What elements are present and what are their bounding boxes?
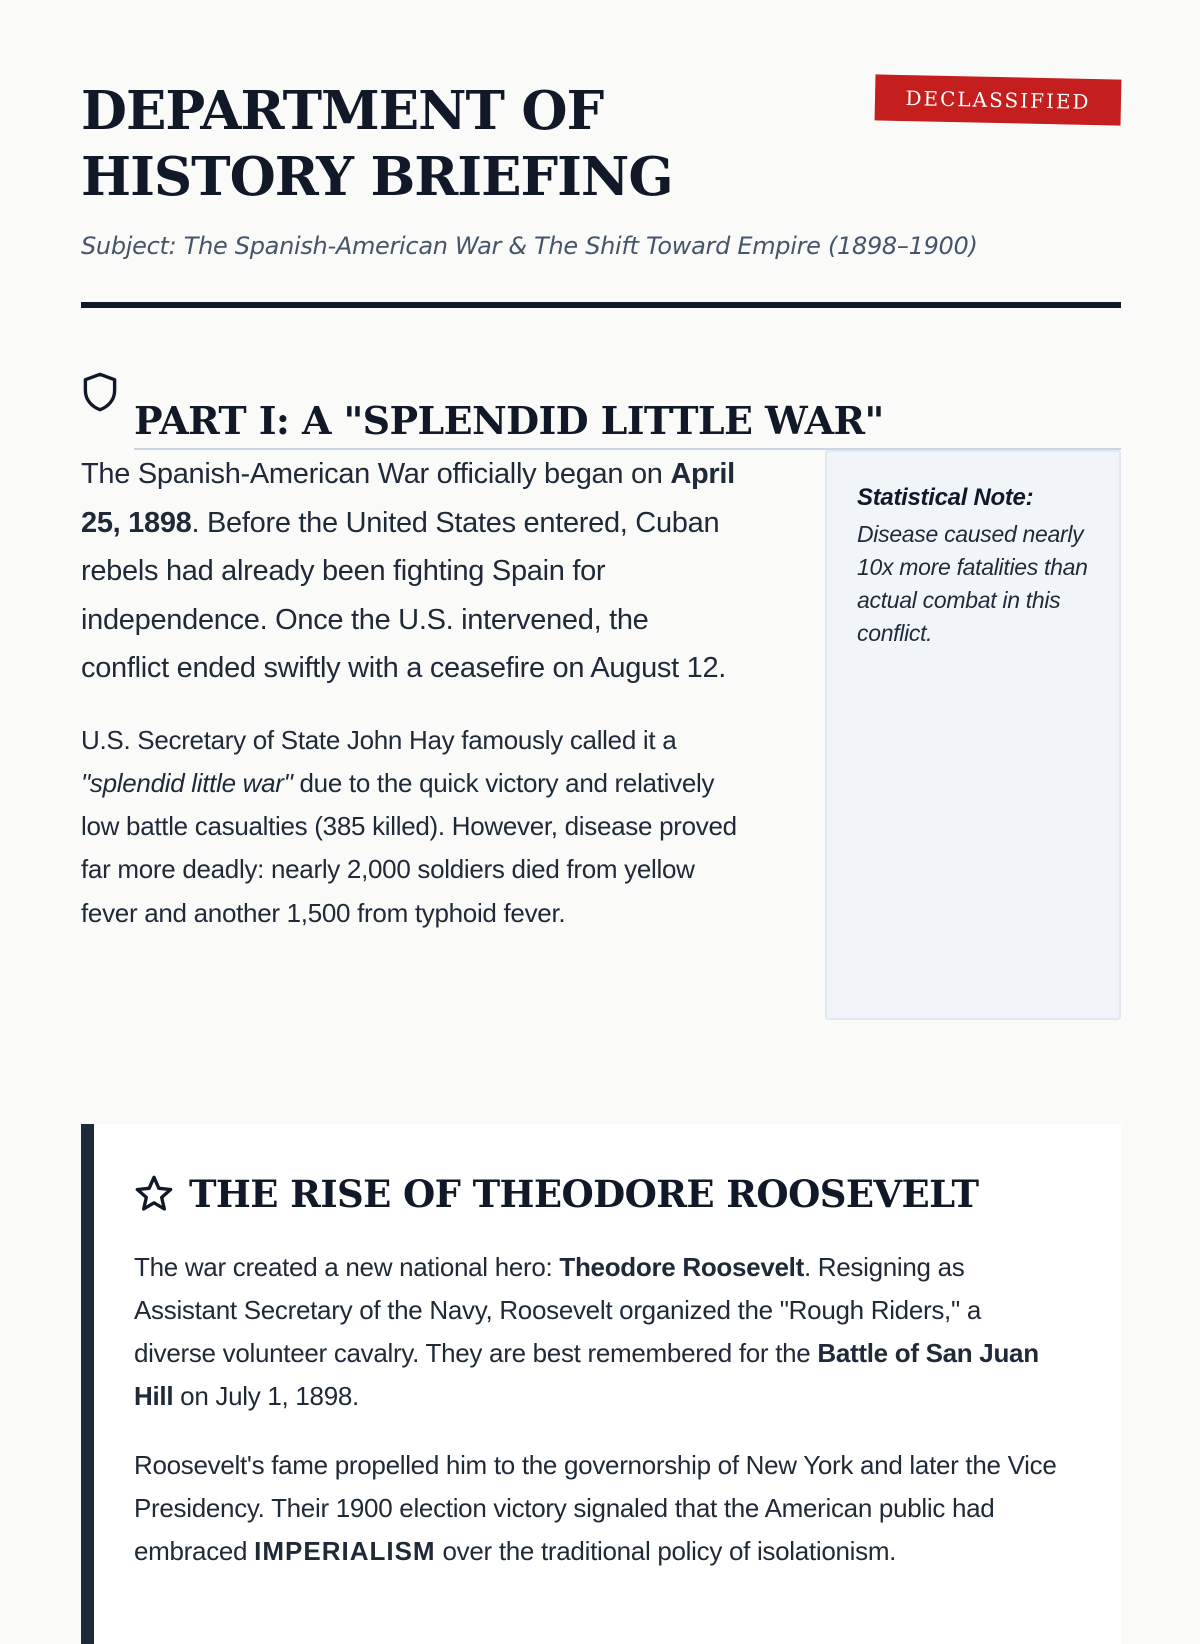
lead-text-end: . Before the United States entered, Cuban rebels had already been fighting Spain for independence. Once the U.S. intervened, the conflict ended swiftly with a ceasefire on August 12.: [81, 506, 727, 684]
roosevelt-title: THE RISE OF THEODORE ROOSEVELT: [189, 1172, 979, 1216]
roosevelt-box: [81, 1124, 1121, 1644]
note-title: Statistical Note:: [857, 484, 1034, 511]
lead-text-start: The Spanish-American War officially began on: [81, 458, 671, 490]
rr-text-b: . Resigning as Assistant Secretary of the Navy, Roosevelt organized the "Rough Riders," a diverse volunteer cavalry. They are best remembered for the: [134, 1252, 981, 1368]
splendid-quote: "splendid little war": [81, 767, 293, 798]
part1-content: [81, 450, 1121, 1058]
lead-paragraph: [81, 450, 741, 693]
hay-paragraph: [81, 719, 741, 935]
hay-text-end: due to the quick victory and relatively low battle casualties (385 killed). However, disease proved far more deadly: nearly 2,000 soldiers died from yellow fever and another 1,500 from typhoid fever.: [81, 767, 737, 928]
roosevelt-name: Theodore Roosevelt: [559, 1252, 804, 1282]
hay-text-start: U.S. Secretary of State John Hay famously called it a: [81, 724, 677, 755]
war-start-date: April 25, 1898: [81, 458, 735, 539]
page-title: DEPARTMENT OF HISTORY BRIEFING: [81, 80, 673, 208]
statistical-note: [825, 450, 1121, 1020]
part1-heading: [81, 364, 1121, 443]
imp-text-b: over the traditional policy of isolationism.: [435, 1536, 897, 1566]
shield-icon: [81, 372, 119, 412]
subject-line: Subject: The Spanish-American War & The Shift Toward Empire (1898–1900): [81, 232, 978, 260]
roosevelt-heading: [134, 1168, 1061, 1222]
roosevelt-paragraph-2: [134, 1444, 1061, 1573]
part1-title: PART I: A "SPLENDID LITTLE WAR": [134, 396, 1121, 450]
part1-text: [81, 450, 741, 935]
briefing-page: [81, 0, 1121, 1058]
battle-name: Battle of San Juan Hill: [134, 1338, 1039, 1411]
imperialism-term: IMPERIALISM: [254, 1536, 436, 1566]
page-header: [81, 0, 1121, 308]
rr-text-c: on July 1, 1898.: [173, 1381, 359, 1411]
declassified-stamp: DECLASSIFIED: [875, 74, 1122, 125]
note-text: Disease caused nearly 10x more fatalities than actual combat in this conflict.: [857, 521, 1088, 646]
star-icon: [134, 1174, 174, 1214]
header-divider: [81, 302, 1121, 308]
roosevelt-paragraph-1: [134, 1246, 1061, 1418]
imp-text-a: Roosevelt's fame propelled him to the governorship of New York and later the Vice Presidency. Their 1900 election victory signaled that the American public had embraced: [134, 1450, 1057, 1566]
rr-text-a: The war created a new national hero:: [134, 1252, 560, 1282]
